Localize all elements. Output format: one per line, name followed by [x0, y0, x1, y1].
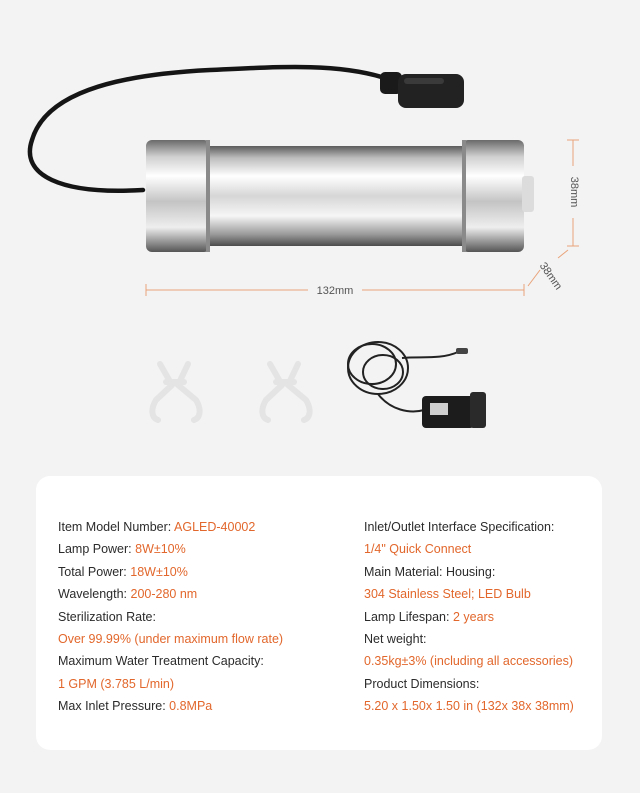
spec-row [58, 583, 348, 605]
height-label: 38mm [568, 176, 580, 208]
specifications-card [36, 476, 602, 750]
uv-sterilizer-tube [146, 140, 534, 252]
length-label: 132mm [316, 285, 354, 297]
spec-row [364, 516, 596, 538]
specs-right-column [364, 516, 596, 718]
spec-label: Lamp Lifespan: [364, 609, 453, 624]
spec-value: Over 99.99% (under maximum flow rate) [58, 631, 284, 646]
spec-row [58, 561, 348, 583]
spec-value: 1/4" Quick Connect [364, 542, 472, 557]
spec-row [58, 673, 348, 695]
spec-label: Total Power: [58, 564, 131, 579]
spec-label: Net weight: [364, 631, 427, 646]
spec-value: 1 GPM (3.785 L/min) [58, 676, 175, 691]
mounting-clip [262, 364, 309, 420]
spec-label: Wavelength: [58, 587, 131, 602]
mounting-clip [152, 364, 199, 420]
spec-value: 0.35kg±3% (including all accessories) [364, 654, 574, 669]
spec-row [58, 628, 348, 650]
spec-value: AGLED-40002 [174, 520, 256, 534]
spec-label: Product Dimensions: [364, 676, 480, 691]
spec-label: Main Material: Housing: [364, 564, 496, 579]
spec-row [364, 673, 596, 695]
depth-label: 38mm [536, 260, 565, 293]
spec-value: 8W±10% [135, 542, 186, 557]
spec-row [364, 650, 596, 672]
spec-value: 18W±10% [130, 564, 188, 579]
spec-label: Maximum Water Treatment Capacity: [58, 654, 264, 669]
spec-label: Max Inlet Pressure: [58, 699, 170, 714]
spec-row [364, 606, 596, 628]
spec-label: Lamp Power: [58, 542, 136, 557]
spec-row [364, 695, 596, 717]
spec-row [364, 561, 596, 583]
spec-label: Inlet/Outlet Interface Specification: [364, 520, 555, 534]
spec-row [58, 538, 348, 560]
dc-connector [380, 72, 464, 108]
spec-row [364, 628, 596, 650]
spec-value: 2 years [452, 609, 494, 624]
spec-row [58, 516, 348, 538]
spec-value: 200-280 nm [130, 587, 198, 602]
spec-row [58, 606, 348, 628]
spec-row [58, 650, 348, 672]
spec-row [364, 583, 596, 605]
specs-left-column [58, 516, 348, 718]
spec-label: Sterilization Rate: [58, 609, 156, 624]
spec-row [364, 538, 596, 560]
spec-value: 0.8MPa [169, 699, 213, 714]
spec-label: Item Model Number: [58, 520, 175, 534]
power-adapter [348, 342, 486, 428]
spec-value: 304 Stainless Steel; LED Bulb [364, 587, 531, 602]
spec-row [58, 695, 348, 717]
spec-value: 5.20 x 1.50x 1.50 in (132x 38x 38mm) [364, 699, 574, 714]
